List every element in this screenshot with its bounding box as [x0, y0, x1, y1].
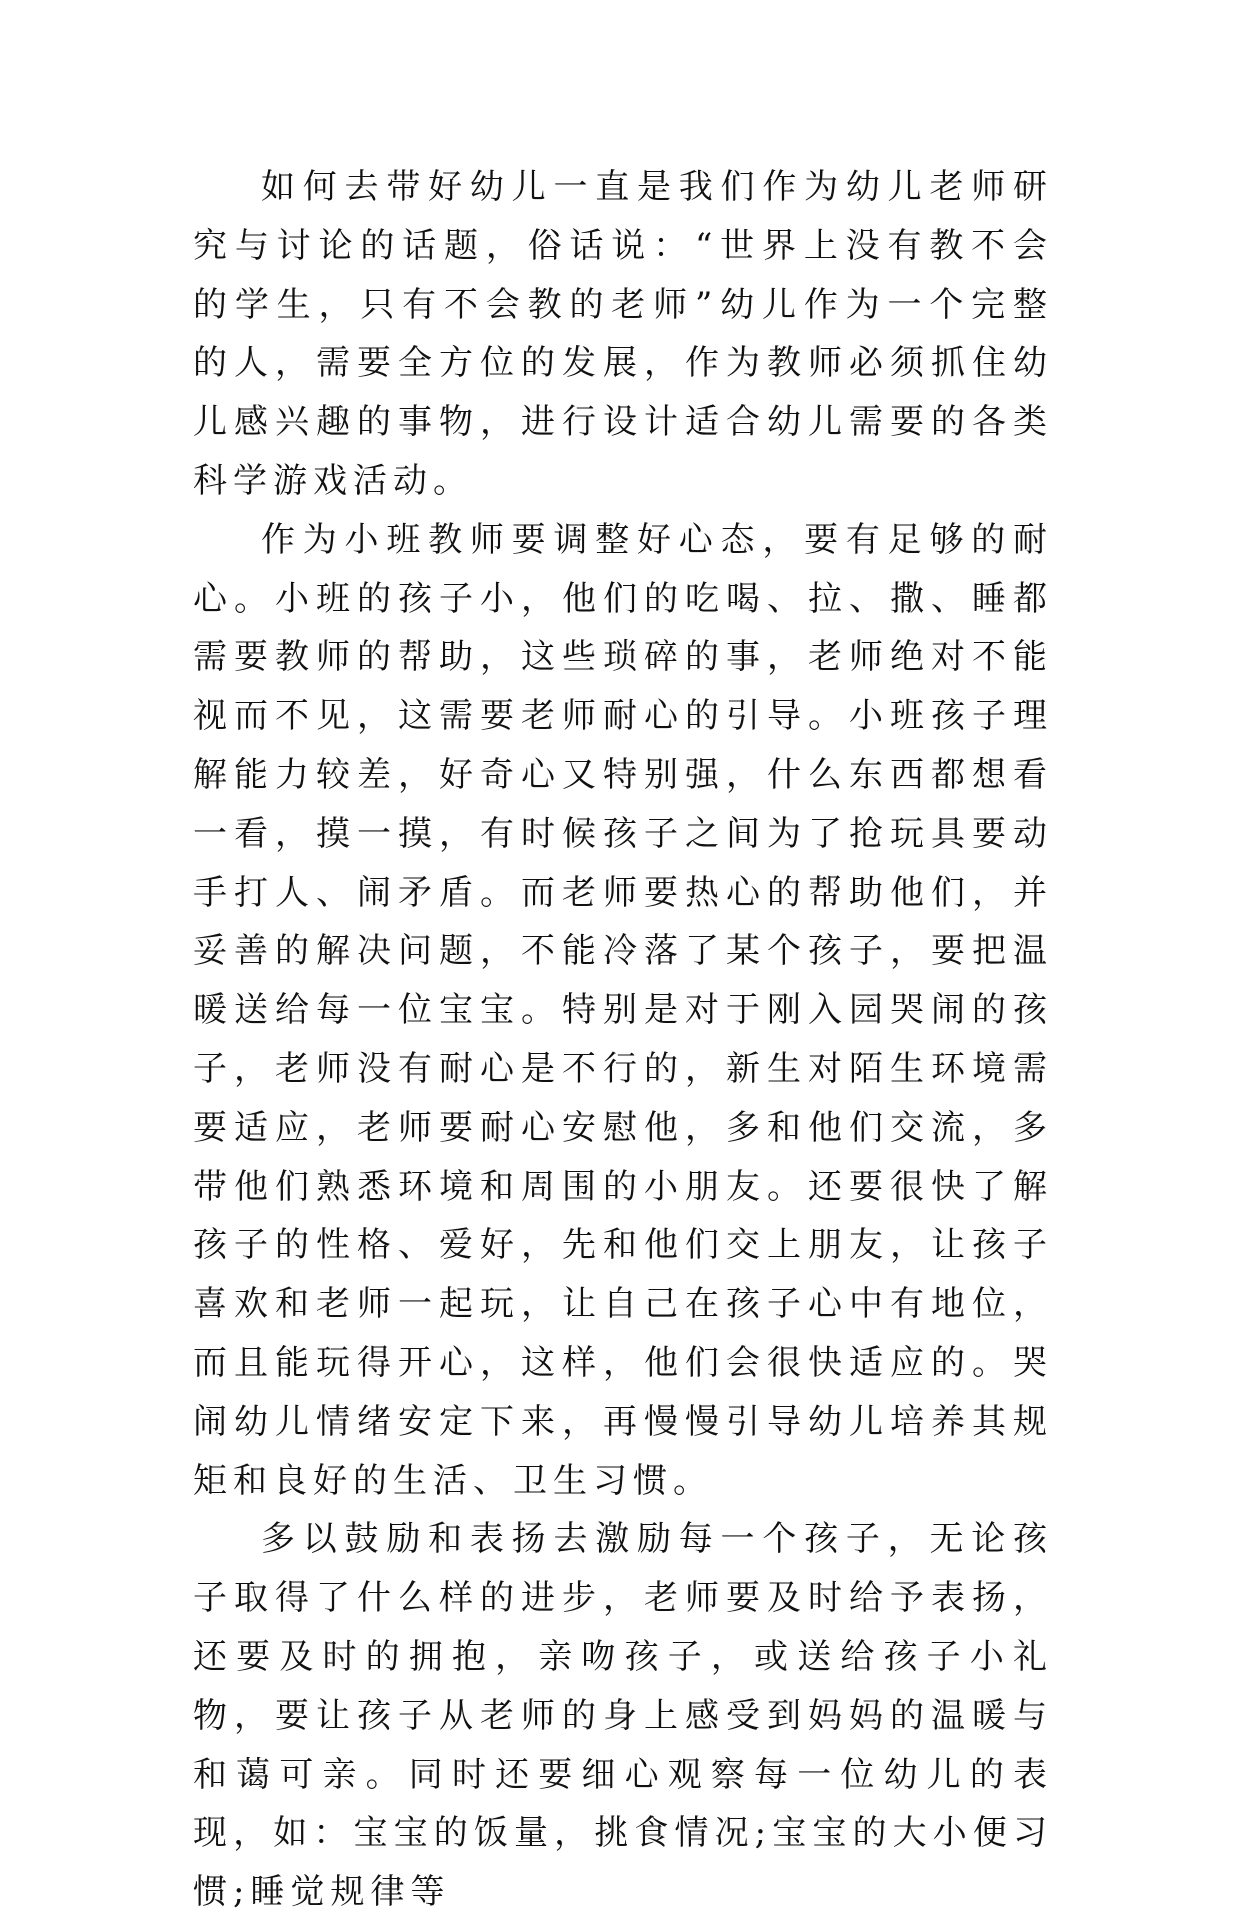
paragraph-3: 多以鼓励和表扬去激励每一个孩子，无论孩子取得了什么样的进步，老师要及时给予表扬，还要及时的拥抱，亲吻孩子，或送给孩子小礼物，要让孩子从老师的身上感受到妈妈的温暖与和蔼可亲。同时还要细心观察每一位幼儿的表现，如：宝宝的饭量，挑食情况;宝宝的大小便习惯;睡觉规律等 [193, 1519, 1053, 1913]
document-body [193, 158, 1053, 1922]
paragraph-1: 如何去带好幼儿一直是我们作为幼儿老师研究与讨论的话题，俗话说：“世界上没有教不会的学生，只有不会教的老师”幼儿作为一个完整的人，需要全方位的发展，作为教师必须抓住幼儿感兴趣的事物，进行设计适合幼儿需要的各类科学游戏活动。 [193, 167, 1053, 501]
paragraph-2: 作为小班教师要调整好心态，要有足够的耐心。小班的孩子小，他们的吃喝、拉、撒、睡都需要教师的帮助，这些琐碎的事，老师绝对不能视而不见，这需要老师耐心的引导。小班孩子理解能力较差，好奇心又特别强，什么东西都想看一看，摸一摸，有时候孩子之间为了抢玩具要动手打人、闹矛盾。而老师要热心的帮助他们，并妥善的解决问题，不能冷落了某个孩子，要把温暖送给每一位宝宝。特别是对于刚入园哭闹的孩子，老师没有耐心是不行的，新生对陌生环境需要适应，老师要耐心安慰他，多和他们交流，多带他们熟悉环境和周围的小朋友。还要很快了解孩子的性格、爱好，先和他们交上朋友，让孩子喜欢和老师一起玩，让自己在孩子心中有地位，而且能玩得开心，这样，他们会很快适应的。哭闹幼儿情绪安定下来，再慢慢引导幼儿培养其规矩和良好的生活、卫生习惯。 [193, 519, 1053, 1501]
